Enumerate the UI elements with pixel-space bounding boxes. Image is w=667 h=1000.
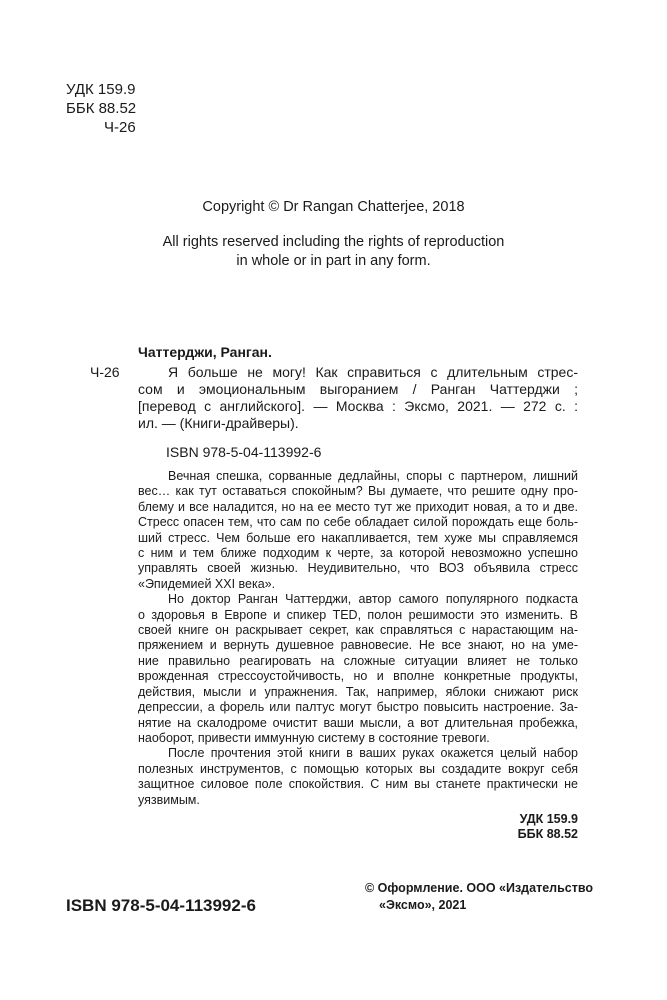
text-line: наоборот, привести иммунную систему в состояние тревоги.: [138, 730, 490, 745]
rights-line: All rights reserved including the rights of reproduction: [162, 234, 505, 250]
text-line: полезных инструментов, с помощью которых вы создадите вокруг себя: [138, 761, 578, 776]
classification-codes: [66, 80, 136, 137]
classification-codes-right: [518, 812, 578, 842]
bibliographic-record: [138, 364, 578, 432]
text-line: Но доктор Ранган Чаттерджи, автор самого популярного подкаста: [168, 592, 578, 607]
text-line: Стресс опасен тем, что сам по себе обладает силой порождать еще боль-: [138, 515, 578, 530]
udk-code: УДК 159.9: [519, 812, 578, 826]
text-line: уязвимым.: [138, 792, 200, 807]
bbk-code: ББК 88.52: [66, 100, 137, 117]
copyright-line: Copyright © Dr Rangan Chatterjee, 2018: [202, 199, 465, 215]
design-credit: [365, 880, 593, 914]
text-line: о здоровья в Европе и спикер TED, полон решимости это изменить. В: [138, 607, 578, 622]
isbn-footer: ISBN 978-5-04-113992-6: [66, 896, 256, 915]
text-line: ил. — (Книги-драйверы).: [138, 415, 299, 431]
udk-code: УДК 159.9: [66, 81, 136, 98]
design-credit-line: © Оформление. ООО «Издательство: [365, 881, 593, 895]
text-line: сом и эмоциональным выгоранием / Ранган Чаттерджи ;: [138, 381, 578, 397]
text-line: вес… как тут оставаться спокойным? Вы думаете, что решите одну про-: [138, 484, 578, 499]
text-line: блему и все наладится, но на ее место тут же приходит новая, а то и две.: [138, 499, 578, 514]
paragraph: [138, 746, 578, 808]
text-line: врожденная стрессоустойчивость, но и вполне конкретные продукты,: [138, 669, 578, 684]
text-line: своей книге он раскрывает секрет, как справляться с нарастающим на-: [138, 623, 578, 638]
text-line: управлять своей жизнью. Неудивительно, что ВОЗ объявила стресс: [138, 561, 578, 576]
index-code: Ч-26: [90, 364, 120, 380]
text-line: Вечная спешка, сорванные дедлайны, споры с партнером, лишний: [168, 469, 578, 483]
isbn-inline: ISBN 978-5-04-113992-6: [166, 444, 322, 460]
paragraph: [138, 469, 578, 592]
author-mark: Ч-26: [104, 119, 136, 136]
text-line: защитное силовое поле спокойствия. С ним вы станете практически не: [138, 777, 578, 792]
text-line: нятие на скалодроме очистит ваши мысли, а вот длительная пробежка,: [138, 715, 578, 730]
text-line: депрессии, а форель или палтус могут быстро повысить настроение. За-: [138, 700, 578, 715]
text-line: действия, мысли и упражнения. Так, например, яблоки снижают риск: [138, 684, 578, 699]
text-line: [перевод с английского]. — Москва : Эксмо, 2021. — 272 с. :: [138, 398, 578, 414]
text-line: «Эпидемией XXI века».: [138, 576, 276, 591]
design-credit-line: «Эксмо», 2021: [379, 898, 467, 912]
rights-line: in whole or in part in any form.: [236, 253, 431, 269]
book-annotation: [138, 469, 578, 808]
text-line: с ним и тем ближе подходим к черте, за которой невозможно успешно: [138, 546, 578, 561]
text-line: ший стресс. Чем больше его накапливается, тем хуже мы справляемся: [138, 530, 578, 545]
author-heading: Чаттерджи, Ранган.: [138, 344, 272, 360]
text-line: После прочтения этой книги в ваших руках окажется целый набор: [168, 746, 578, 761]
text-line: Я больше не могу! Как справиться с длительным стрес-: [168, 364, 578, 380]
copyright-notice: [0, 198, 667, 271]
text-line: пряжением и вернуть душевное равновесие. Не все знают, но на уме-: [138, 638, 578, 653]
bbk-code: ББК 88.52: [517, 827, 578, 841]
paragraph: [138, 592, 578, 746]
text-line: ние правильно реагировать на сложные ситуации влияет не только: [138, 653, 578, 668]
